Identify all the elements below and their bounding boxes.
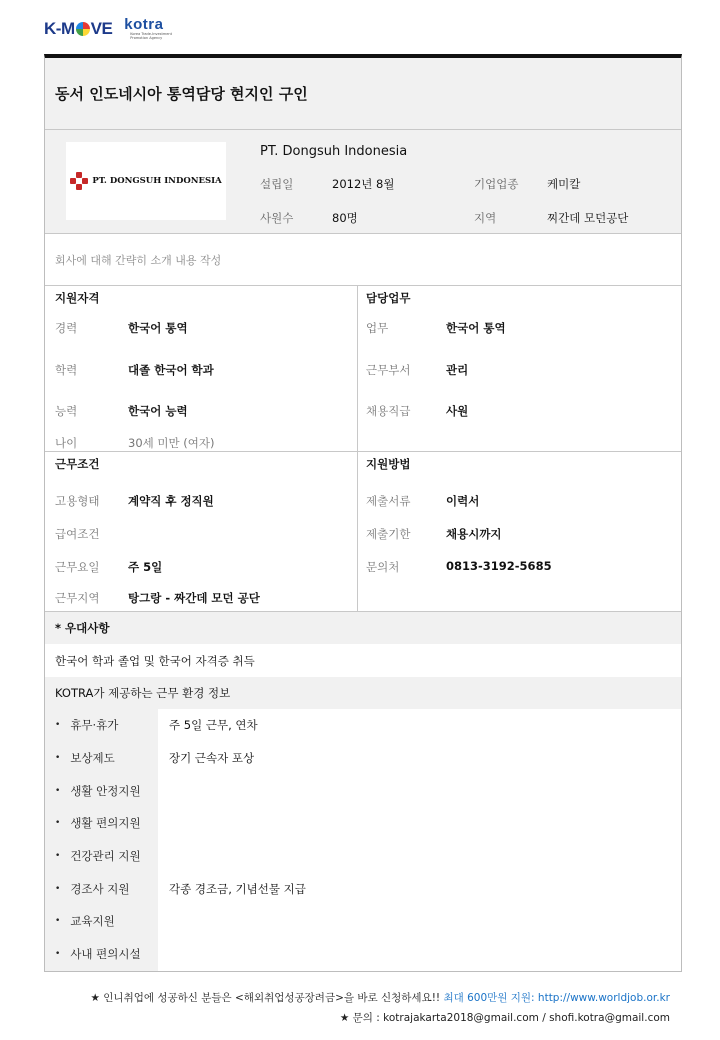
benefits-table — [45, 709, 681, 971]
benefit-row: • 보상제도 장기 근속자 포상 — [45, 742, 681, 775]
bullet-icon: • — [55, 851, 61, 862]
bullet-icon: • — [55, 785, 61, 796]
worldjob-link[interactable]: 최대 600만원 지원: http://www.worldjob.or.kr — [443, 992, 670, 1004]
condition-row: 근무지역 탕그랑 - 짜간데 모던 공단 — [55, 591, 260, 605]
qualifications-duties — [45, 286, 681, 452]
kotra-logo: kotra Korea Trade-Investment Promotion Agency — [124, 16, 173, 40]
duty-row: 근무부서 관리 — [366, 363, 469, 377]
qualifications-heading: 지원자격 — [55, 291, 100, 305]
company-mark-icon — [70, 172, 88, 190]
title-row — [45, 58, 681, 130]
duties-heading: 담당업무 — [366, 291, 411, 305]
kmove-logo: K -M VE — [44, 19, 113, 38]
bullet-icon: • — [55, 916, 61, 927]
qual-row: 나이 30세 미만 (여자) — [55, 436, 215, 450]
bullet-icon: • — [55, 883, 61, 894]
apply-row: 제출기한 채용시까지 — [366, 527, 502, 541]
kmove-o-mark — [76, 22, 90, 36]
preference-heading: * 우대사항 — [45, 612, 681, 644]
industry-label: 기업업종 — [474, 177, 519, 191]
footer-line-2: ★ 문의 : kotrajakarta2018@gmail.com / shofi.kotra@gmail.com — [339, 1012, 670, 1024]
founded-label: 설립일 — [260, 177, 294, 191]
condition-row: 급여조건 — [55, 527, 100, 541]
condition-row: 근무요일 주 5일 — [55, 560, 163, 574]
benefit-row: • 사내 편의시설 — [45, 938, 681, 971]
duties-section — [358, 286, 681, 451]
qual-row: 능력 한국어 능력 — [55, 404, 188, 418]
industry-value: 케미칼 — [547, 177, 581, 191]
job-posting — [44, 54, 682, 972]
company-name: PT. Dongsuh Indonesia — [260, 144, 408, 159]
benefit-row: • 생활 편의지원 — [45, 807, 681, 840]
preference-text: 한국어 학과 졸업 및 한국어 자격증 취득 — [55, 653, 255, 668]
duty-row: 업무 한국어 통역 — [366, 321, 506, 335]
qual-row: 경력 한국어 통역 — [55, 321, 188, 335]
apply-heading: 지원방법 — [366, 457, 411, 471]
apply-row: 제출서류 이력서 — [366, 494, 480, 508]
benefit-row: • 건강관리 지원 — [45, 840, 681, 873]
benefits-heading: KOTRA가 제공하는 근무 환경 정보 — [45, 677, 681, 709]
conditions-heading: 근무조건 — [55, 457, 100, 471]
bullet-icon: • — [55, 753, 61, 764]
region-value: 찌간데 모던공단 — [547, 211, 629, 225]
duty-row: 채용직급 사원 — [366, 404, 469, 418]
benefit-row: • 휴무·휴가 주 5일 근무, 연차 — [45, 709, 681, 742]
condition-row: 고용형태 계약직 후 정직원 — [55, 494, 214, 508]
company-intro: 회사에 대해 간략히 소개 내용 작성 — [45, 234, 681, 286]
qual-row: 학력 대졸 한국어 학과 — [55, 363, 214, 377]
region-label: 지역 — [474, 211, 497, 225]
bullet-icon: • — [55, 818, 61, 829]
apply-section — [358, 452, 681, 611]
employees-value: 80명 — [332, 211, 358, 225]
footer-line-1: ★ 인니취업에 성공하신 분들은 <해외취업성공장려금>을 바로 신청하세요!! 최대 600만원 지원: http://www.worldjob.or.kr — [90, 992, 670, 1004]
conditions-section — [45, 452, 358, 611]
apply-row: 문의처 0813-3192-5685 — [366, 559, 552, 574]
employees-label: 사원수 — [260, 211, 294, 225]
conditions-apply — [45, 452, 681, 612]
bullet-icon: • — [55, 720, 61, 731]
qualifications-section — [45, 286, 358, 451]
company-info — [45, 130, 681, 234]
benefit-row: • 교육지원 — [45, 905, 681, 938]
benefit-row: • 경조사 지원 각종 경조금, 기념선물 지급 — [45, 872, 681, 905]
bullet-icon: • — [55, 949, 61, 960]
company-logo: PT. DONGSUH INDONESIA — [66, 142, 226, 220]
page-title: 동서 인도네시아 통역담당 현지인 구인 — [55, 85, 308, 103]
header-logos — [44, 14, 190, 44]
benefit-row: • 생활 안정지원 — [45, 774, 681, 807]
founded-value: 2012년 8월 — [332, 177, 395, 191]
